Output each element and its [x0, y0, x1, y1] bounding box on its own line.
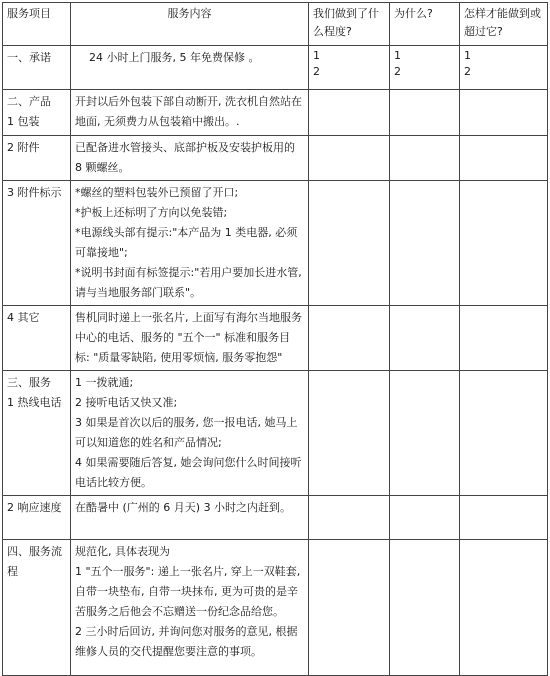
service-table	[2, 2, 548, 676]
done-cell	[309, 540, 390, 676]
table-row	[3, 306, 548, 371]
item-text: 四、服务流程	[7, 545, 62, 578]
done-cell	[309, 46, 390, 90]
content-line: 2 接听电话又快又准;	[75, 396, 178, 409]
content-line: *说明书封面有标签提示:"若用户要加长进水管, 请与当地服务部门联系"。	[75, 266, 302, 299]
header-item: 服务项目	[3, 3, 71, 46]
how-cell	[460, 90, 548, 136]
content-cell	[71, 90, 309, 136]
mark-1: 1	[464, 49, 471, 62]
item-cell	[3, 306, 71, 371]
content-cell	[71, 181, 309, 306]
content-text: 已配备进水管接头、底部护板及安装护板用的 8 颗螺丝。	[75, 141, 295, 174]
item-cell	[3, 540, 71, 676]
table-row	[3, 181, 548, 306]
content-cell	[71, 306, 309, 371]
content-cell	[71, 540, 309, 676]
why-cell	[390, 496, 460, 540]
content-line: *电源线头部有提示:"本产品为 1 类电器, 必须可靠接地";	[75, 226, 298, 259]
content-line: *螺丝的塑料包装外已预留了开口;	[75, 186, 239, 199]
mark-2: 2	[464, 65, 471, 78]
why-cell	[390, 540, 460, 676]
header-content: 服务内容	[71, 3, 309, 46]
why-cell	[390, 136, 460, 181]
item-subtext: 1 包装	[7, 115, 40, 128]
content-text: 开封以后外包装下部自动断开, 洗衣机自然站在地面, 无须费力从包装箱中搬出。.	[75, 95, 302, 128]
item-text: 4 其它	[7, 311, 40, 324]
table-row	[3, 540, 548, 676]
item-text: 3 附件标示	[7, 186, 62, 199]
done-cell	[309, 371, 390, 496]
mark-1: 1	[394, 49, 401, 62]
header-why: 为什么?	[390, 3, 460, 46]
item-text: 2 响应速度	[7, 501, 62, 514]
why-cell	[390, 46, 460, 90]
content-cell	[71, 371, 309, 496]
content-cell	[71, 46, 309, 90]
item-text: 三、服务	[7, 376, 51, 389]
content-line: 1 "五个一服务": 递上一张名片, 穿上一双鞋套, 自带一块垫布, 自带一块抹布, 更为可贵的是辛苦服务之后他会不忘赠送一份纪念品给您。	[75, 565, 301, 618]
item-text: 2 附件	[7, 141, 40, 154]
how-cell	[460, 371, 548, 496]
content-text: 售机同时递上一张名片, 上面写有海尔当地服务中心的电话、服务的 "五个一" 标准和服务目标: "质量零缺陷, 使用零烦恼, 服务零抱怨"	[75, 311, 302, 364]
why-cell	[390, 306, 460, 371]
done-cell	[309, 306, 390, 371]
how-cell	[460, 496, 548, 540]
table-row	[3, 136, 548, 181]
content-text: 在酷暑中 (广州的 6 月天) 3 小时之内赶到。	[75, 501, 292, 514]
content-line: 4 如果需要随后答复, 她会询问您什么时间接听电话比较方便。	[75, 456, 302, 489]
mark-2: 2	[394, 65, 401, 78]
item-text: 一、承诺	[7, 51, 51, 64]
why-cell	[390, 371, 460, 496]
content-line: 规范化, 具体表现为	[75, 545, 170, 558]
table-row	[3, 496, 548, 540]
content-line: 1 一拨就通;	[75, 376, 134, 389]
content-line: 3 如果是首次以后的服务, 您一报电话, 她马上可以知道您的姓名和产品情况;	[75, 416, 298, 449]
why-cell	[390, 181, 460, 306]
content-cell	[71, 136, 309, 181]
item-cell	[3, 371, 71, 496]
item-text: 二、产品	[7, 95, 51, 108]
item-cell	[3, 46, 71, 90]
why-cell	[390, 90, 460, 136]
done-cell	[309, 136, 390, 181]
table-row	[3, 371, 548, 496]
how-cell	[460, 136, 548, 181]
content-line: *护板上还标明了方向以免装错;	[75, 206, 228, 219]
item-cell	[3, 90, 71, 136]
done-cell	[309, 181, 390, 306]
done-cell	[309, 496, 390, 540]
done-cell	[309, 90, 390, 136]
table-row	[3, 90, 548, 136]
content-line: 2 三小时后回访, 并询问您对服务的意见, 根据维修人员的交代提醒您要注意的事项。	[75, 625, 298, 658]
how-cell	[460, 306, 548, 371]
how-cell	[460, 540, 548, 676]
how-cell	[460, 46, 548, 90]
mark-2: 2	[313, 65, 320, 78]
item-cell	[3, 136, 71, 181]
header-done: 我们做到了什么程度?	[309, 3, 390, 46]
header-how: 怎样才能做到或超过它?	[460, 3, 548, 46]
content-cell	[71, 496, 309, 540]
item-cell	[3, 496, 71, 540]
mark-1: 1	[313, 49, 320, 62]
item-subtext: 1 热线电话	[7, 396, 62, 409]
content-text: 24 小时上门服务, 5 年免费保修 。	[89, 51, 260, 64]
item-cell	[3, 181, 71, 306]
how-cell	[460, 181, 548, 306]
header-row	[3, 3, 548, 46]
table-row	[3, 46, 548, 90]
